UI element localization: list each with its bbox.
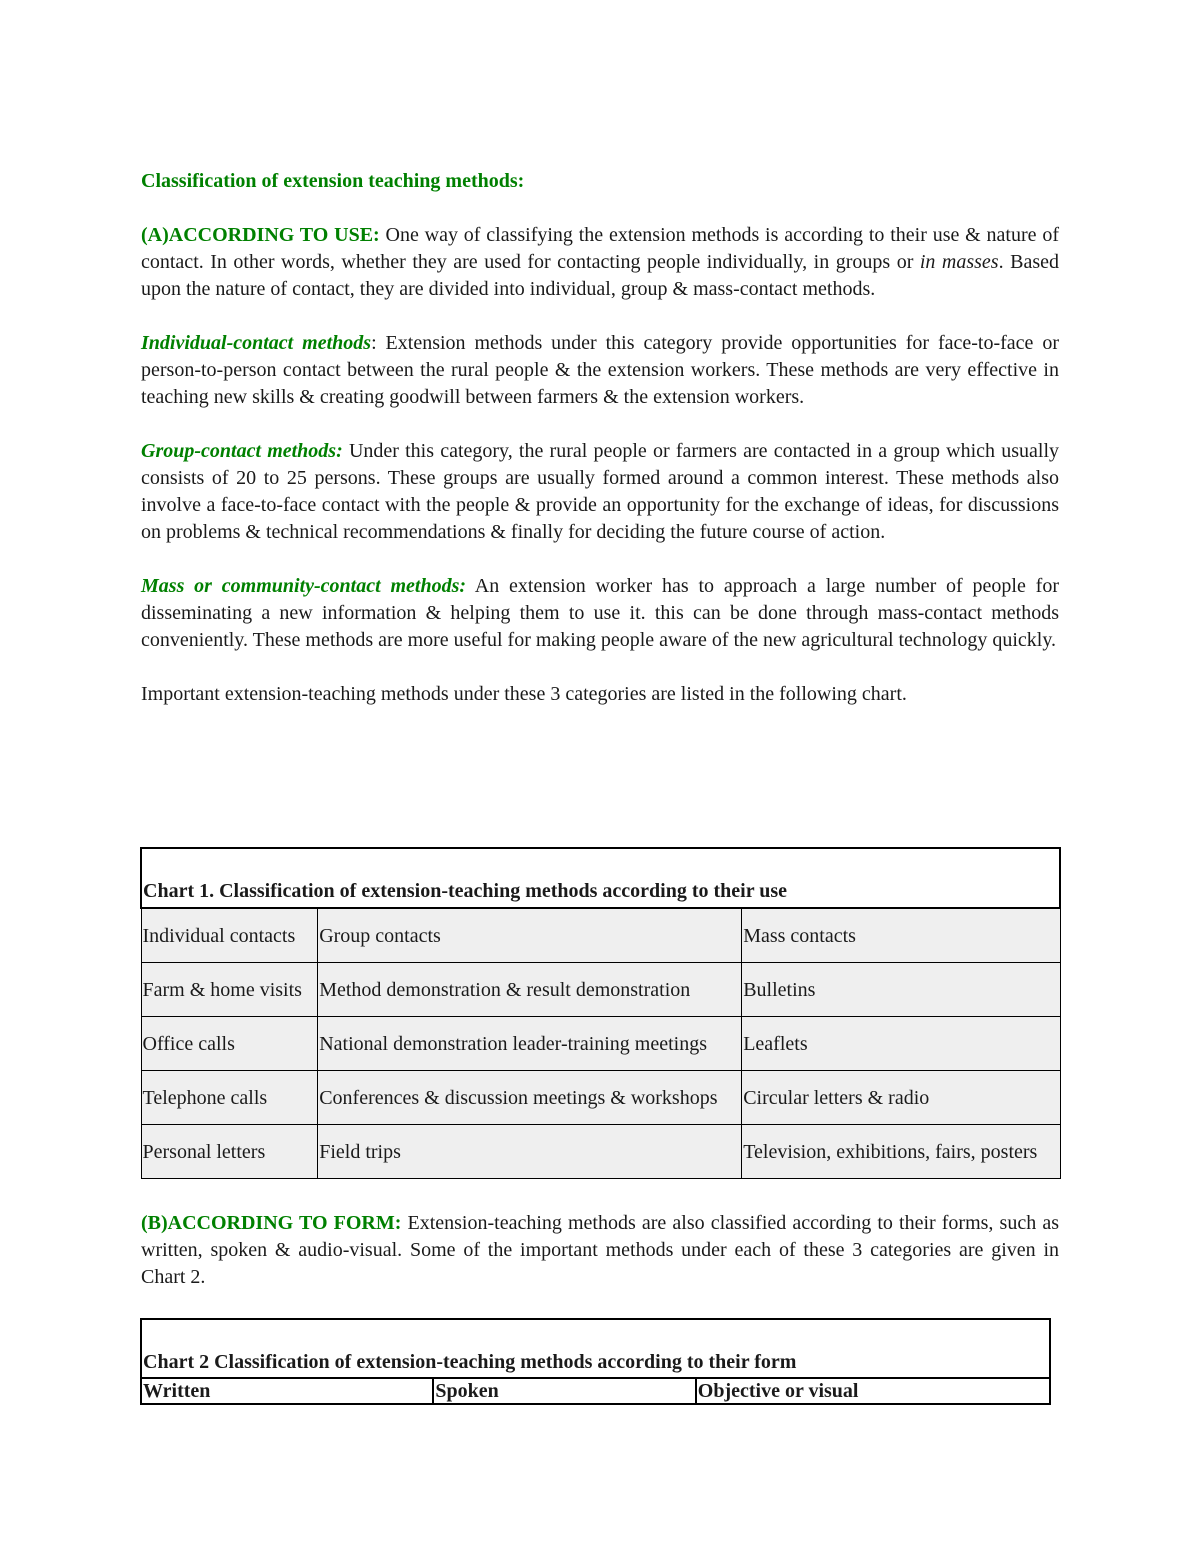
table-row	[141, 1378, 1050, 1404]
group-paragraph	[141, 438, 1059, 546]
individual-paragraph	[141, 330, 1059, 411]
table-row	[141, 1071, 1060, 1125]
individual-text: : Extension methods under this category provide opportunities for face-to-face or person-to-person contact between the rural people & the extension workers. These methods are very effective in teaching new skills & creating goodwill between farmers & the extension workers.	[141, 332, 1060, 408]
table-header-cell: Spoken	[433, 1378, 695, 1404]
table-cell: Conferences & discussion meetings & workshops	[318, 1071, 742, 1125]
table-cell: National demonstration leader-training meetings	[318, 1017, 742, 1071]
section-a-text-end: . Based upon the nature of contact, they are divided into individual, group & mass-contact methods.	[141, 251, 1059, 300]
section-b-paragraph	[141, 1210, 1059, 1291]
table-cell: Mass contacts	[742, 908, 1060, 963]
section-a-paragraph	[141, 222, 1059, 303]
table-row	[141, 1125, 1060, 1179]
section-a-label: (A)ACCORDING TO USE:	[141, 224, 380, 246]
table-row	[141, 908, 1060, 963]
table-cell: Individual contacts	[141, 908, 318, 963]
chart2-table	[140, 1318, 1051, 1405]
section-b-label: (B)ACCORDING TO FORM:	[141, 1212, 402, 1234]
mass-text: An extension worker has to approach a large number of people for disseminating a new information & helping them to use it. this can be done through mass-contact methods conveniently. These methods are more useful for making people aware of the new agricultural technology quickly.	[141, 575, 1059, 651]
chart1-title: Chart 1. Classification of extension-teaching methods according to their use	[141, 848, 1060, 908]
section-a-italic: in masses	[919, 251, 999, 273]
table-cell: Office calls	[141, 1017, 318, 1071]
table-cell: Bulletins	[742, 963, 1060, 1017]
chart1-table	[140, 847, 1061, 1179]
group-text: Under this category, the rural people or farmers are contacted in a group which usually consists of 20 to 25 persons. These groups are usually formed around a common interest. These methods also involve a face-to-face contact with the people & provide an opportunity for the exchange of ideas, for discussions on problems & technical recommendations & finally for deciding the future course of action.	[141, 440, 1059, 543]
chart-intro: Important extension-teaching methods under these 3 categories are listed in the following chart.	[141, 683, 907, 705]
table-cell: Farm & home visits	[141, 963, 318, 1017]
mass-label: Mass or community-contact methods:	[141, 575, 467, 597]
table-cell: Field trips	[318, 1125, 742, 1179]
table-cell: Circular letters & radio	[742, 1071, 1060, 1125]
table-cell: Television, exhibitions, fairs, posters	[742, 1125, 1060, 1179]
table-header-cell: Written	[141, 1378, 433, 1404]
table-header-cell: Objective or visual	[696, 1378, 1050, 1404]
document-body	[141, 168, 1059, 708]
table-row	[141, 1017, 1060, 1071]
table-cell: Leaflets	[742, 1017, 1060, 1071]
mass-paragraph	[141, 573, 1059, 654]
table-row	[141, 963, 1060, 1017]
chart2-title: Chart 2 Classification of extension-teaching methods according to their form	[141, 1319, 1050, 1378]
section-a-text: One way of classifying the extension methods is according to their use & nature of contact. In other words, whether they are used for contacting people individually, in groups or	[141, 224, 1059, 273]
table-cell: Group contacts	[318, 908, 742, 963]
table-cell: Personal letters	[141, 1125, 318, 1179]
section-b-block	[141, 1210, 1059, 1291]
table-cell: Telephone calls	[141, 1071, 318, 1125]
page-title: Classification of extension teaching methods:	[141, 170, 525, 192]
individual-label: Individual-contact methods	[141, 332, 372, 354]
table-cell: Method demonstration & result demonstration	[318, 963, 742, 1017]
group-label: Group-contact methods:	[141, 440, 343, 462]
section-b-text: Extension-teaching methods are also classified according to their forms, such as written, spoken & audio-visual. Some of the important methods under each of these 3 categories are given in Chart 2.	[141, 1212, 1059, 1288]
